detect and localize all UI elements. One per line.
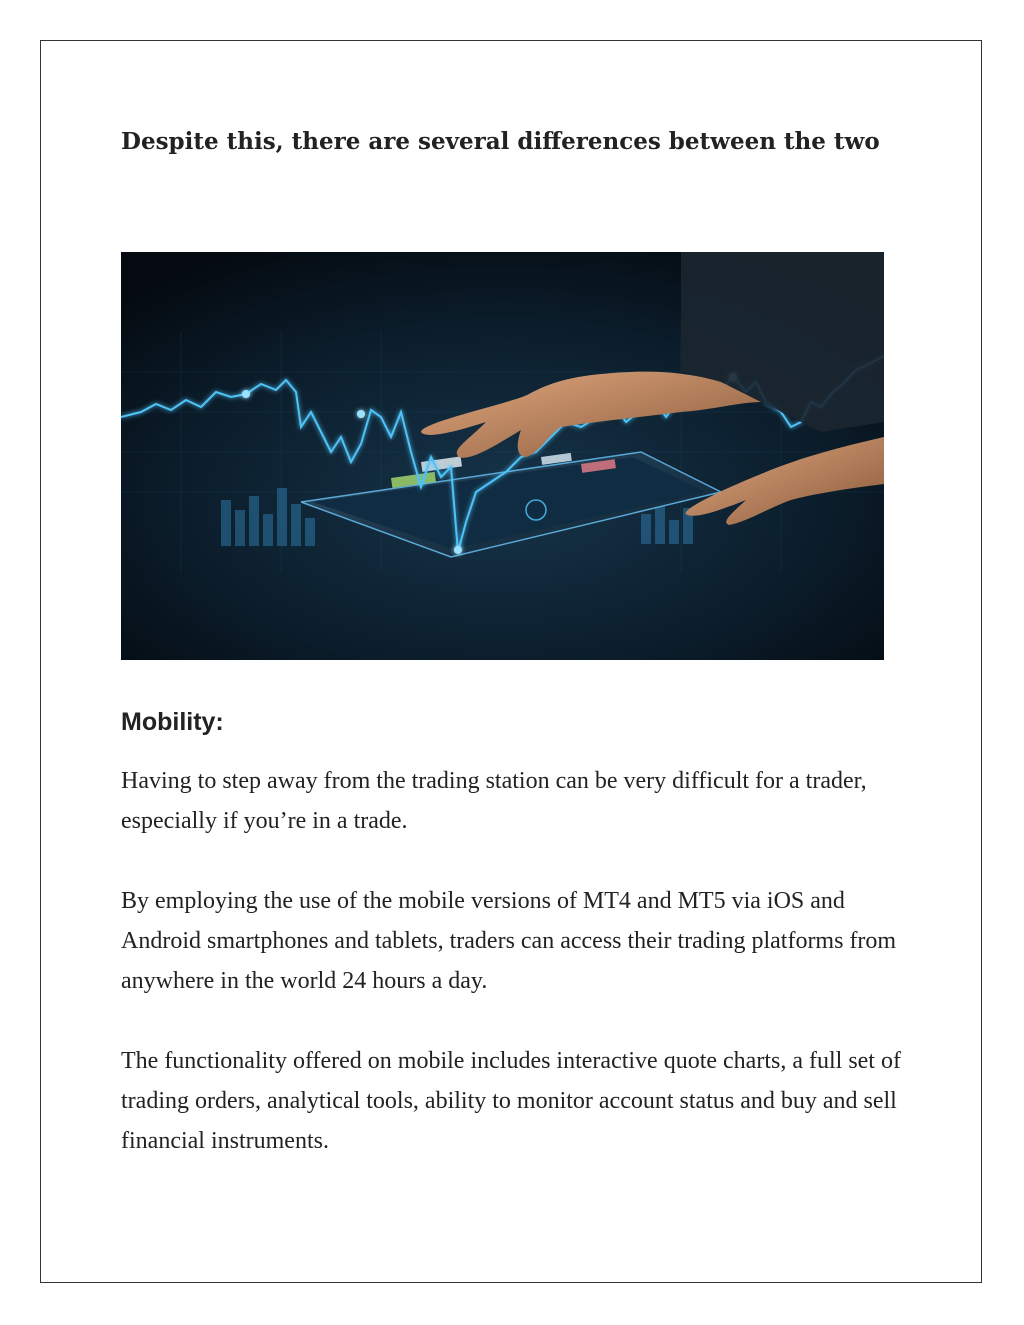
hero-image [121,252,884,660]
paragraph: Having to step away from the trading station can be very difficult for a trader, especially if you’re in a trade. [121,768,867,834]
paragraph: The functionality offered on mobile includes interactive quote charts, a full set of trading orders, analytical tools, ability to monitor account status and buy and sell financial instruments. [121,1048,901,1154]
page-heading: Despite this, there are several differences between the two [121,128,880,155]
trading-tablet-illustration [121,252,884,660]
paragraph: By employing the use of the mobile versions of MT4 and MT5 via iOS and Android smartphones and tablets, traders can access their trading platforms from anywhere in the world 24 hours a day. [121,888,897,994]
section-title: Mobility: [121,708,224,736]
